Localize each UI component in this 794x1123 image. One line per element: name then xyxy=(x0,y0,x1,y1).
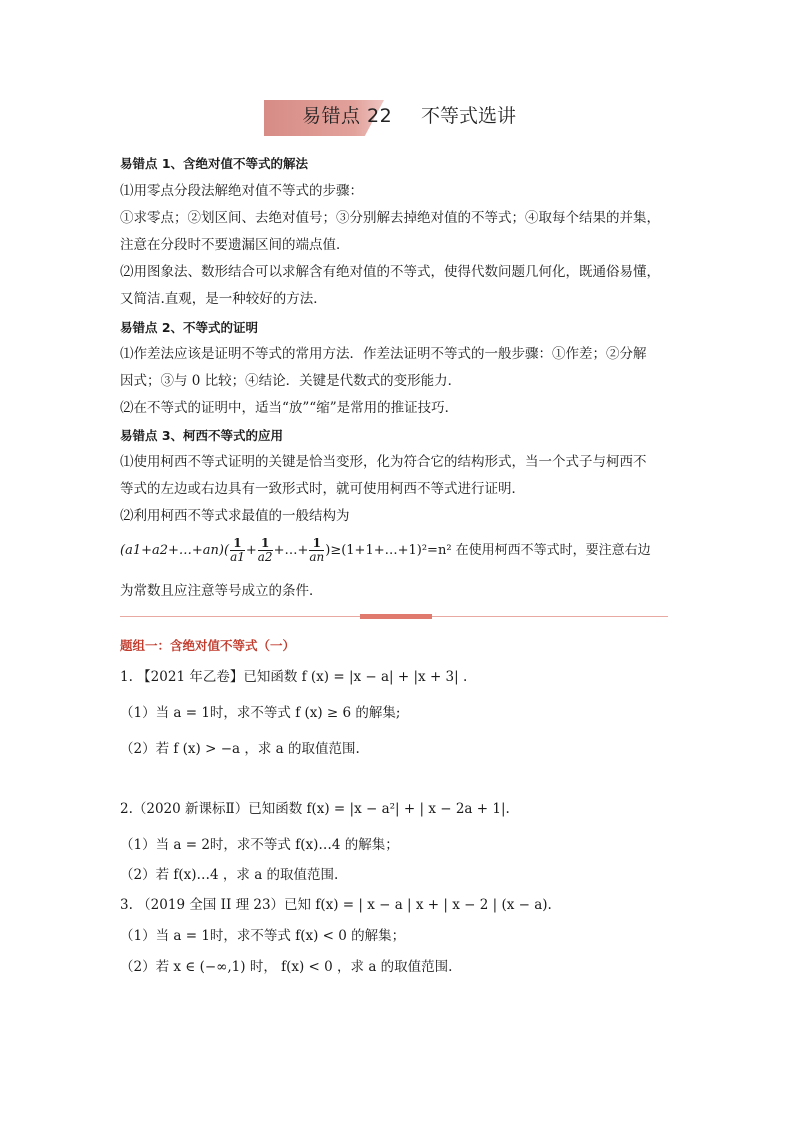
point-3-line-3: ⑵利用柯西不等式求最值的一般结构为 xyxy=(120,508,350,524)
point-3-heading: 易错点 3、柯西不等式的应用 xyxy=(120,428,284,443)
point-2-line-3: ⑵在不等式的证明中，适当“放”“缩”是常用的推证技巧． xyxy=(120,400,459,416)
section-divider-accent xyxy=(360,614,432,619)
question-3-line-3: （2）若 x ∈ (−∞,1) 时， f(x) < 0 ，求 a 的取值范围. xyxy=(120,959,453,975)
fraction-n-den: an xyxy=(309,550,325,564)
point-2-heading: 易错点 2、不等式的证明 xyxy=(120,320,259,335)
question-2-line-1: 2.（2020 新课标Ⅱ）已知函数 f(x) = |x − a²| + | x − 2a + 1|. xyxy=(120,801,510,817)
point-1-heading: 易错点 1、含绝对值不等式的解法 xyxy=(120,156,309,171)
fraction-n-num: 1 xyxy=(309,537,324,551)
page-title: 不等式选讲 xyxy=(421,105,517,127)
group-heading: 题组一：含绝对值不等式（一） xyxy=(120,638,296,653)
point-3-line-1: ⑴使用柯西不等式证明的关键是恰当变形，化为符合它的结构形式，当一个式子与柯西不 xyxy=(120,454,647,470)
formula-right: )≥(1+1+…+1)²=n² 在使用柯西不等式时，要注意右边 xyxy=(325,543,651,558)
question-2-line-3: （2）若 f(x)…4 ，求 a 的取值范围. xyxy=(120,867,339,883)
question-3-line-2: （1）当 a = 1时，求不等式 f(x) < 0 的解集； xyxy=(120,928,406,944)
point-3-line-5: 为常数且应注意等号成立的条件． xyxy=(120,583,323,599)
point-2-line-1: ⑴作差法应该是证明不等式的常用方法．作差法证明不等式的一般步骤：①作差；②分解 xyxy=(120,346,647,362)
formula-left: (a1+a2+…+an)( xyxy=(120,543,230,558)
fraction-2-num: 1 xyxy=(258,537,273,551)
point-1-line-1: ⑴用零点分段法解绝对值不等式的步骤： xyxy=(120,183,363,199)
fraction-1-num: 1 xyxy=(230,537,245,551)
point-3-line-2: 等式的左边或右边具有一致形式时，就可使用柯西不等式进行证明． xyxy=(120,481,525,497)
question-1-line-2: （1）当 a = 1时，求不等式 f (x) ≥ 6 的解集; xyxy=(120,705,401,721)
banner-label: 易错点 22 xyxy=(302,105,393,127)
question-2-line-2: （1）当 a = 2时，求不等式 f(x)…4 的解集； xyxy=(120,837,399,853)
point-1-line-3: 注意在分段时不要遗漏区间的端点值． xyxy=(120,237,350,253)
question-1-line-1: 1. 【2021 年乙卷】已知函数 f (x) = |x − a| + |x + 3| . xyxy=(120,669,468,685)
fraction-2 xyxy=(258,537,273,564)
fraction-1-den: a1 xyxy=(230,550,245,564)
point-1-line-5: 又简洁.直观，是一种较好的方法． xyxy=(120,291,327,307)
question-1-line-3: （2）若 f (x) > −a ，求 a 的取值范围. xyxy=(120,741,360,757)
fraction-1 xyxy=(230,537,245,564)
fraction-2-den: a2 xyxy=(257,550,273,564)
fraction-n xyxy=(309,537,324,564)
cauchy-formula: (a1+a2+…+an)( $\frac{1}{a1}$ + $\frac{1}{a2}$ +…+ $\frac{1}{an}$ )≥(1+1+…+1)²=n² 在使用柯西不等式时，要注意右边 xyxy=(120,536,651,564)
point-1-line-4: ⑵用图象法、数形结合可以求解含有绝对值的不等式，使得代数问题几何化，既通俗易懂， xyxy=(120,264,660,280)
point-1-line-2: ①求零点；②划区间、去绝对值号；③分别解去掉绝对值的不等式；④取每个结果的并集， xyxy=(120,210,660,226)
question-3-line-1: 3. （2019 全国 II 理 23）已知 f(x) = | x − a | x + | x − 2 | (x − a). xyxy=(120,897,552,913)
point-2-line-2: 因式；③与 0 比较；④结论．关键是代数式的变形能力． xyxy=(120,373,462,389)
